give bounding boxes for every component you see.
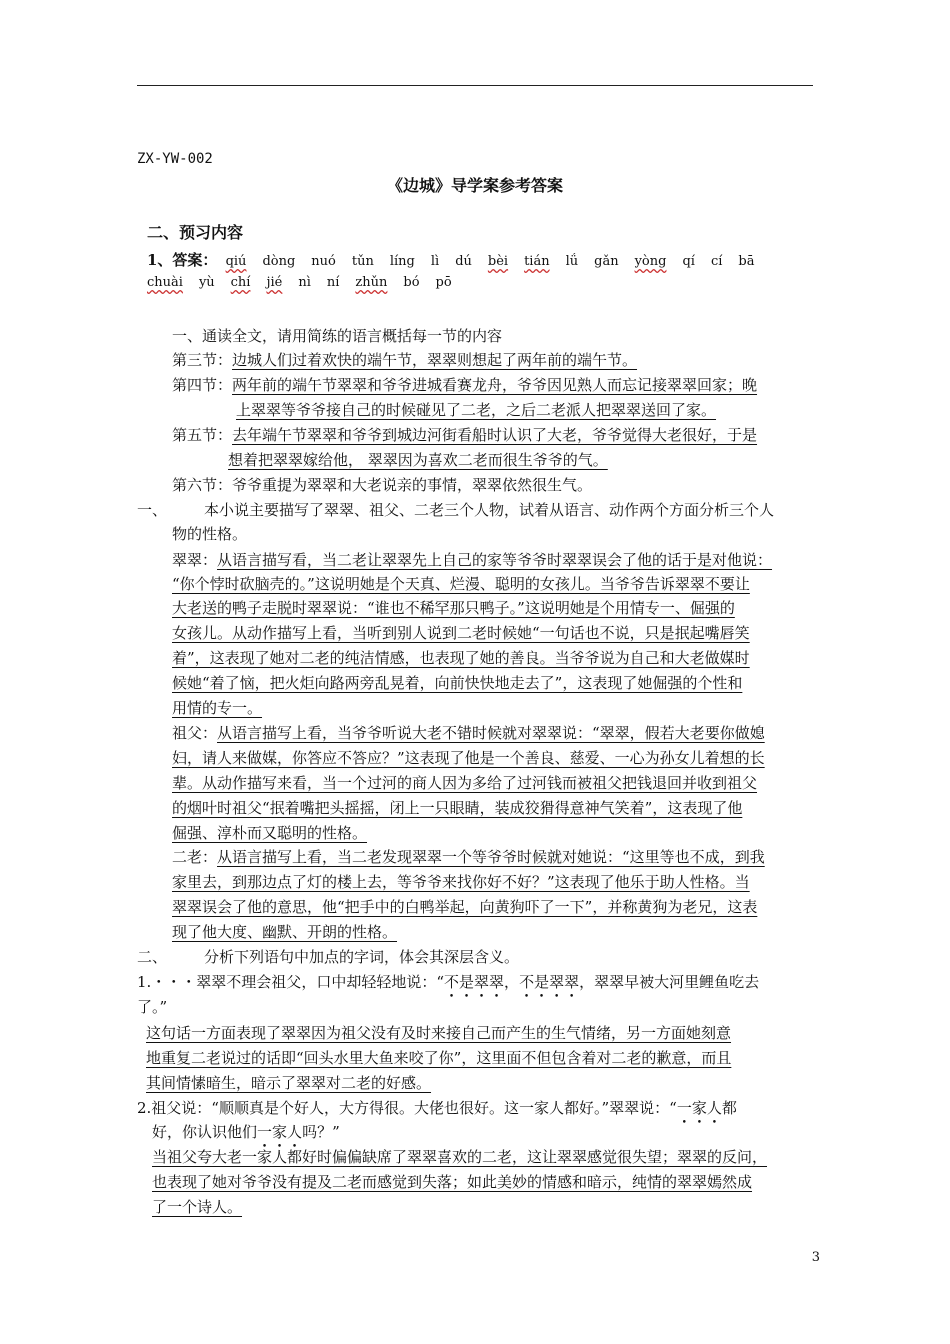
summary-s4-cont: 上翠翠等爷爷接自己的时候碰见了二老，之后二老派人把翠翠送回了家。 bbox=[236, 401, 717, 419]
pinyin-item: qí bbox=[682, 254, 695, 269]
pinyin-item: tǔn bbox=[351, 254, 374, 269]
emphasis-char: 家 bbox=[691, 1099, 707, 1117]
cuicui-line-4: 女孩儿。从动作描写上看，当听到别人说到二老时候她“一句话也不说，只是抿起嘴唇笑 bbox=[172, 624, 750, 642]
erlao-line-1: 二老：从语言描写上看，当二老发现翠翠一个等爷爷时候就对她说：“这里等也不成，到我 bbox=[172, 848, 765, 866]
summary-s4: 第四节：两年前的端午节翠翠和爷爷进城看赛龙舟，爷爷因见熟人而忘记接翠翠回家；晚 bbox=[172, 376, 758, 394]
grandpa-line-1: 祖父：从语言描写上看，当爷爷听说大老不错时候就对翠翠说：“翠翠，假若大老要你做媳 bbox=[172, 724, 765, 742]
analysis-intro: 分析下列语句中加点的字词，体会其深层含义。 bbox=[204, 948, 520, 966]
cuicui-line-7: 用情的专一。 bbox=[172, 699, 263, 717]
pinyin-item: nì bbox=[298, 275, 311, 290]
emphasis-char: 一 bbox=[257, 1123, 273, 1141]
emphasis-char: 是 bbox=[459, 973, 475, 991]
emphasis-char: 翠 bbox=[474, 973, 490, 991]
a2-line-3: 了一个诗人。 bbox=[152, 1198, 243, 1216]
a2-line-1: 当祖父夸大老一家人都好时偏偏缺席了翠翠喜欢的二老，这让翠翠感觉很失望；翠翠的反问， bbox=[152, 1148, 768, 1166]
analysis-num: 二、 bbox=[137, 948, 168, 966]
pinyin-item: dòng bbox=[262, 254, 296, 269]
pinyin-item: ní bbox=[326, 275, 340, 290]
page-number: 3 bbox=[811, 1250, 820, 1265]
emphasis-char: 翠 bbox=[489, 973, 505, 991]
pinyin-item: cí bbox=[710, 254, 723, 269]
a1-line-2: 地重复二老说过的话即“回头水里大鱼来咬了你”，这里面不但包含着对二老的歉意，而且 bbox=[146, 1049, 732, 1067]
emphasis-char: 翠 bbox=[549, 973, 565, 991]
a1-line-3: 其间情愫暗生，暗示了翠翠对二老的好感。 bbox=[146, 1074, 432, 1092]
erlao-line-4: 现了他大度、幽默、开朗的性格。 bbox=[172, 923, 398, 941]
a2-line-2: 也表现了她对爷爷没有提及二老而感觉到失落；如此美妙的情感和暗示，纯情的翠翠嫣然成 bbox=[152, 1173, 753, 1191]
pinyin-item: yòng bbox=[634, 254, 667, 269]
grandpa-line-4: 的烟叶时祖父“抿着嘴把头摇摇，闭上一只眼睛，装成狡猾得意神气笑着”，这表现了他 bbox=[172, 799, 743, 817]
pinyin-item: lì bbox=[430, 254, 440, 269]
q1-line-1: 1.・・・翠翠不理会祖父，口中却轻轻地说：“不是翠翠，不是翠翠，翠翠早被大河里鲤鱼吃去 bbox=[137, 973, 760, 991]
q2-dotted-phrase-2 bbox=[257, 1123, 302, 1141]
summary-intro: 一、通读全文，请用简练的语言概括每一节的内容 bbox=[172, 327, 503, 345]
pinyin-item: yù bbox=[198, 275, 215, 290]
pinyin-item: bèi bbox=[487, 254, 509, 269]
emphasis-char: 家 bbox=[272, 1123, 288, 1141]
emphasis-char: 人 bbox=[706, 1099, 722, 1117]
pinyin-item: nuó bbox=[311, 254, 336, 269]
erlao-line-3: 翠翠误会了他的意思，他“把手中的白鸭举起，向黄狗吓了一下”，并称黄狗为老兄，这表 bbox=[172, 898, 758, 916]
cuicui-line-1: 翠翠：从语言描写看，当二老让翠翠先上自己的家等爷爷时翠翠误会了他的话于是对他说： bbox=[172, 551, 773, 569]
header-rule bbox=[137, 85, 813, 86]
pinyin-item: tián bbox=[524, 254, 550, 269]
pinyin-item: gǎn bbox=[594, 254, 619, 269]
q1-dotted-phrase bbox=[444, 973, 579, 991]
emphasis-char: 一 bbox=[676, 1099, 692, 1117]
doc-code: ZX-YW-002 bbox=[137, 151, 213, 167]
pinyin-item: jié bbox=[266, 275, 283, 290]
pinyin-item: chuài bbox=[147, 275, 183, 290]
grandpa-line-5: 倔强、淳朴而又聪明的性格。 bbox=[172, 824, 368, 842]
cuicui-line-5: 着”，这表现了她对二老的纯洁情感，也表现了她的善良。当爷爷说为自己和大老做媒时 bbox=[172, 649, 750, 667]
emphasis-char: ， bbox=[504, 973, 520, 991]
pinyin-item: zhǔn bbox=[355, 275, 388, 290]
grandpa-line-2: 妇，请人来做媒，你答应不答应？”这表现了他是一个善良、慈爱、一心为孙女儿着想的长 bbox=[172, 749, 765, 767]
doc-title: 《边城》导学案参考答案 bbox=[386, 176, 563, 195]
summary-s6: 第六节：爷爷重提为翠翠和大老说亲的事情，翠翠依然很生气。 bbox=[172, 476, 593, 494]
pinyin-item: lǘ bbox=[565, 254, 579, 269]
pinyin-item: chí bbox=[230, 275, 251, 290]
a1-line-1: 这句话一方面表现了翠翠因为祖父没有及时来接自己而产生的生气情绪，另一方面她刻意 bbox=[146, 1024, 732, 1042]
emphasis-char: 翠 bbox=[564, 973, 580, 991]
section-heading: 二、预习内容 bbox=[147, 223, 244, 242]
q2-line-2: 好，你认识他们一家人吗？” bbox=[152, 1123, 340, 1141]
emphasis-char: 人 bbox=[287, 1123, 303, 1141]
emphasis-char: 不 bbox=[519, 973, 535, 991]
erlao-line-2: 家里去，到那边点了灯的楼上去，等爷爷来找你好不好？”这表现了他乐于助人性格。当 bbox=[172, 873, 750, 891]
pinyin-item: dú bbox=[455, 254, 472, 269]
summary-s5-cont: 想着把翠翠嫁给他， 翠翠因为喜欢二老而很生爷爷的气。 bbox=[228, 451, 608, 469]
pinyin-item: qiú bbox=[225, 254, 247, 269]
q2-line-1: 2.祖父说：“顺顺真是个好人，大方得很。大佬也很好。这一家人都好。”翠翠说：“一家人都 bbox=[137, 1099, 737, 1117]
characters-question-cont: 物的性格。 bbox=[172, 525, 248, 543]
characters-question: 本小说主要描写了翠翠、祖父、二老三个人物，试着从语言、动作两个方面分析三个人 bbox=[204, 501, 775, 519]
summary-s5: 第五节：去年端午节翠翠和爷爷到城边河街看船时认识了大老，爷爷觉得大老很好，于是 bbox=[172, 426, 758, 444]
q1-line-2: 了。” bbox=[137, 998, 168, 1016]
summary-s3: 第三节：边城人们过着欢快的端午节，翠翠则想起了两年前的端午节。 bbox=[172, 351, 638, 369]
emphasis-char: 是 bbox=[534, 973, 550, 991]
pinyin-item: bó bbox=[403, 275, 420, 290]
characters-num: 一、 bbox=[137, 501, 168, 519]
cuicui-line-6: 候她“着了恼，把火炬向路两旁乱晃着，向前快快地走去了”，这表现了她倔强的个性和 bbox=[172, 674, 743, 692]
cuicui-line-3: 大老送的鸭子走脱时翠翠说：“谁也不稀罕那只鸭子。”这说明她是个用情专一、倔强的 bbox=[172, 599, 735, 617]
pinyin-item: bā bbox=[738, 254, 755, 269]
grandpa-line-3: 辈。从动作描写来看，当一个过河的商人因为多给了过河钱而被祖父把钱退回并收到祖父 bbox=[172, 774, 758, 792]
pinyin-row-1 bbox=[147, 249, 770, 270]
pinyin-item: pō bbox=[435, 275, 452, 290]
answer-label: 1、答案： bbox=[147, 251, 218, 269]
q2-dotted-phrase-1 bbox=[677, 1099, 722, 1117]
pinyin-item: líng bbox=[389, 254, 415, 269]
emphasis-char: 不 bbox=[443, 973, 459, 991]
cuicui-line-2: “你个悖时砍脑壳的。”这说明她是个天真、烂漫、聪明的女孩儿。当爷爷告诉翠翠不要让 bbox=[172, 575, 750, 593]
pinyin-row-2 bbox=[147, 275, 468, 290]
